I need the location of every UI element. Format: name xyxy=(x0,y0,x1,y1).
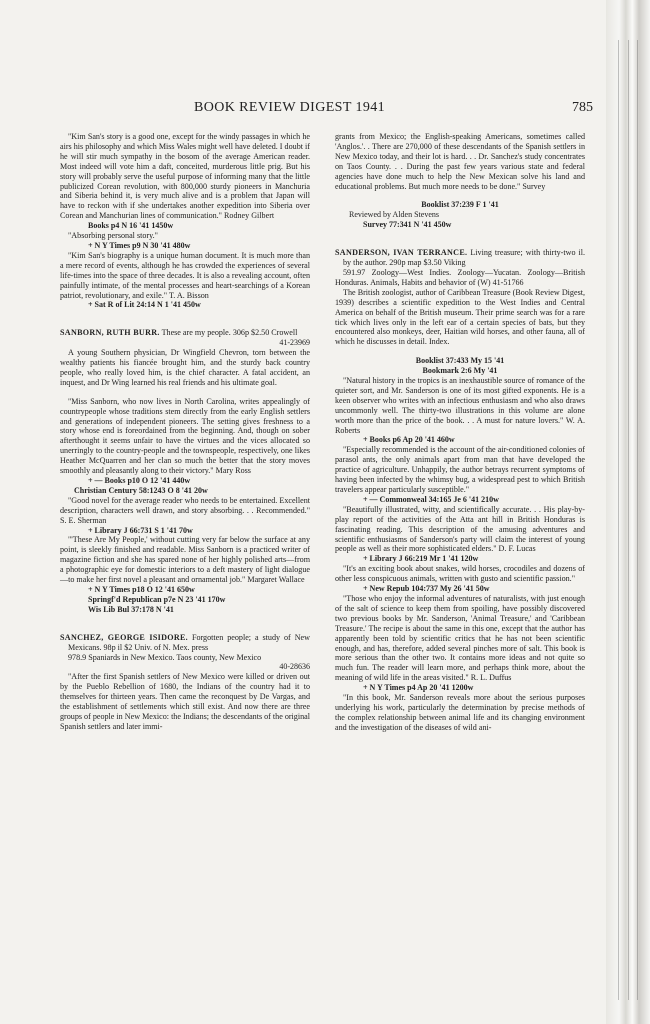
entry-description: grants from Mexico; the English-speaking Americans, sometimes called 'Anglos.'. . There are 270,000 of these descendants of the Spanish settlers in New Mexico today, and their lot is hard. . . Dr. Sanchez's study concentrates on Taos County. . . During the past few years various state and federal agencies have done much to help the New Mexican solve his land and educational problems. But much more needs to be done." Survey xyxy=(335,132,585,191)
entry-description: The British zoologist, author of Caribbean Treasure (Book Review Digest, 1939) describes a scientific expedition to the West Indies and Central America on behalf of the British museum. Their prime search was for a rare tick which lives only in the left ear of a certain species of bats, but they encountered also monkeys, deer, Haitian wild horses, and other fauna, all of which he discusses in detail. Index. xyxy=(335,287,585,347)
entry-author: SANBORN, RUTH BURR. xyxy=(60,328,160,338)
review-citation: + New Repub 104:737 My 26 '41 50w xyxy=(363,584,490,594)
review-citation: + Sat R of Lit 24:14 N 1 '41 450w xyxy=(88,300,201,310)
review-quote: "Natural history in the tropics is an inexhaustible source of romance of the quieter sort, and Mr. Sanderson is one of its most gifted exponents. He is a keen observer who writes with an infectious enthusiasm and who also draws uncommonly well. The thirty-two illustrations in this volume are alone worth more than the price of the book. . . A must for nature lovers." W. A. Roberts xyxy=(335,376,585,435)
reviewer-note: Reviewed by Alden Stevens xyxy=(349,210,439,220)
review-quote: "It's an exciting book about snakes, wild horses, crocodiles and dozens of other less conspicuous animals, written with gusto and scientific passion." xyxy=(335,564,585,584)
review-citation: Booklist 37:239 F 1 '41 xyxy=(421,200,499,210)
review-citation: + N Y Times p18 O 12 '41 650w xyxy=(88,584,195,594)
review-citation: Bookmark 2:6 My '41 xyxy=(422,366,498,376)
review-citation: Springf'd Republican p7e N 23 '41 170w xyxy=(88,594,226,604)
review-quote: "Kim San's biography is a unique human document. It is much more than a mere record of events, although he has crowded the experiences of several life-times into the space of three decades. It is also a revealing account, often painfully intimate, of the mental processes and heart-searchings of a Korean patriot, revolutionary, and exile." T. A. Bisson xyxy=(60,250,310,300)
review-quote: "Miss Sanborn, who now lives in North Carolina, writes appealingly of countrypeople whose traditions stem directly from the early English settlers and generations of independent pioneers. The setting gives freshness to a story whose end is foreordained from the beginning. And, though on sober afterthought it seems unfair to have the virtues and the vices allocated so unerringly to the country-people and the townspeople, respectively, one likes Heather McQuarren and her clan so much the better that the story moves smoothly and pleasantly along to their victory." Mary Ross xyxy=(60,396,310,476)
review-citation: Survey 77:341 N '41 450w xyxy=(363,220,452,230)
review-citation: + — Books p10 O 12 '41 440w xyxy=(88,476,191,485)
review-quote: "Especially recommended is the account of the air-conditioned colonies of parasol ants, the only animals apart from man that have developed the practice of agriculture. Unhappily, the author betrays recurrent symptoms of having been infected by the whimsy bug, a widespread pest to which British travelers appear particularly susceptible." xyxy=(335,445,585,494)
review-quote: "'These Are My People,' without cutting very far below the surface at any point, is sleekly finished and readable. Miss Sanborn is a practiced writer of magazine fiction and she has spared none of her highly polished arts—from a photographic eye for domestic interiors to a deft mastery of light dialogue—to make her first novel a pleasant and ornamental job." Margaret Wallace xyxy=(60,535,310,585)
left-column xyxy=(60,132,310,732)
review-citation: + Library J 66:219 Mr 1 '41 120w xyxy=(363,554,479,564)
review-citation: + Library J 66:731 S 1 '41 70w xyxy=(88,525,193,535)
review-quote: "Good novel for the average reader who needs to be entertained. Excellent description, characters well drawn, and story absorbing. . . Recommended." S. E. Sherman xyxy=(60,495,310,525)
entry-heading xyxy=(60,328,310,338)
review-citation: Booklist 37:433 My 15 '41 xyxy=(415,356,505,366)
entry-title: Forgotten people; a study of New Mexicans. 98p il $2 Univ. of N. Mex. press xyxy=(68,632,310,652)
running-title: BOOK REVIEW DIGEST 1941 xyxy=(194,100,386,115)
review-quote: "Beautifully illustrated, witty, and scientifically accurate. . . His play-by-play report of the activities of the Atta ant hill in British Honduras is fascinating reading. This description of the amusing adventures and scientific enthusiasms of Sanderson's party will claim the interest of young people as well as their more sophisticated elders." D. F. Lucas xyxy=(335,504,585,554)
review-quote: "In this book, Mr. Sanderson reveals more about the serious purposes underlying his work, particularly the determination by precise methods of the complex relationship between animal life and its changing environment and the investigation of the diseases of wild ani- xyxy=(335,693,585,732)
entry-author: SANDERSON, IVAN TERRANCE. xyxy=(335,248,468,258)
right-column xyxy=(335,132,585,733)
review-quote: "Kim San's story is a good one, except for the windy passages in which he airs his philosophy and which Miss Wales might well have deleted. I doubt if he will stir much sympathy in the bosom of the average American reader. Most indeed will vote him a daft, conceited, murderous little prig. But his story will probably serve the useful purpose of informing many that the little publicized Corean revolution, with 800,000 sturdy pioneers in Manchuria and Siberia behind it, is very much alive and is a problem that Japan will have to reckon with if she undertakes another expedition into Siberia over Corean and Manchurian lines of communication." Rodney Gilbert xyxy=(60,132,310,221)
review-citation: + — Commonweal 34:165 Je 6 '41 210w xyxy=(363,494,499,504)
entry-heading xyxy=(60,633,310,653)
entry-heading xyxy=(335,248,585,268)
review-citation: + Books p6 Ap 20 '41 460w xyxy=(363,435,455,445)
review-citation: Wis Lib Bul 37:178 N '41 xyxy=(88,604,174,614)
running-header xyxy=(0,100,606,120)
entry-title: These are my people. 306p $2.50 Crowell xyxy=(161,328,298,338)
page-edge xyxy=(606,0,650,1024)
review-citation: Books p4 N 16 '41 1450w xyxy=(88,221,174,231)
review-citation: Christian Century 58:1243 O 8 '41 20w xyxy=(74,485,208,495)
review-citation: + N Y Times p9 N 30 '41 480w xyxy=(88,240,191,250)
catalog-number: 40-28636 xyxy=(279,662,310,672)
entry-description: "After the first Spanish settlers of New Mexico were killed or driven out by the Pueblo Rebellion of 1680, the Indians of the country had it to themselves for thirteen years. Then came the reconquest by De Vargas, and the establishment of settlements which still exist. And now there are three groups of people in New Mexico: the Indians; the descendants of the original Spanish settlers and later immi- xyxy=(60,672,310,731)
review-citation: + N Y Times p4 Ap 20 '41 1200w xyxy=(363,683,474,693)
catalog-number: 41-23969 xyxy=(279,338,310,348)
subject-headings: 978.9 Spaniards in New Mexico. Taos county, New Mexico xyxy=(68,652,262,662)
page-number: 785 xyxy=(572,100,593,115)
entry-title: Living treasure; with thirty-two il. by the author. 290p map $3.50 Viking xyxy=(343,248,585,268)
entry-author: SANCHEZ, GEORGE ISIDORE. xyxy=(60,632,188,642)
review-quote: "Absorbing personal story." xyxy=(68,231,158,241)
entry-description: A young Southern physician, Dr Wingfield Chevron, torn between the wealthy patients his fiancée brought him, and the sturdy back country people, who really loved him, is the chief character. A fatal accident, an inquest, and Dr Wing learned his real friends and his ultimate goal. xyxy=(60,348,310,387)
subject-headings: 591.97 Zoology—West Indies. Zoology—Yucatan. Zoology—British Honduras. Animals, Habits and behavior of (W) 41-51766 xyxy=(335,267,585,287)
review-quote: "Those who enjoy the informal adventures of naturalists, with just enough of the salt of science to keep them from spoiling, have possibly discovered two previous books by Mr. Sanderson, 'Animal Treasure,' and 'Caribbean Treasure.' The recipe is about the same in this one, except that the author has apparently been told by scientific critics that he has not been scientific enough, and has, therefore, added several pinches more of salt. This book is more serious than the other two. It contains more ideas and not quite so much fun. The reader will learn more, and perhaps think more, about the meaning of wild life in the areas visited." R. L. Duffus xyxy=(335,593,585,683)
